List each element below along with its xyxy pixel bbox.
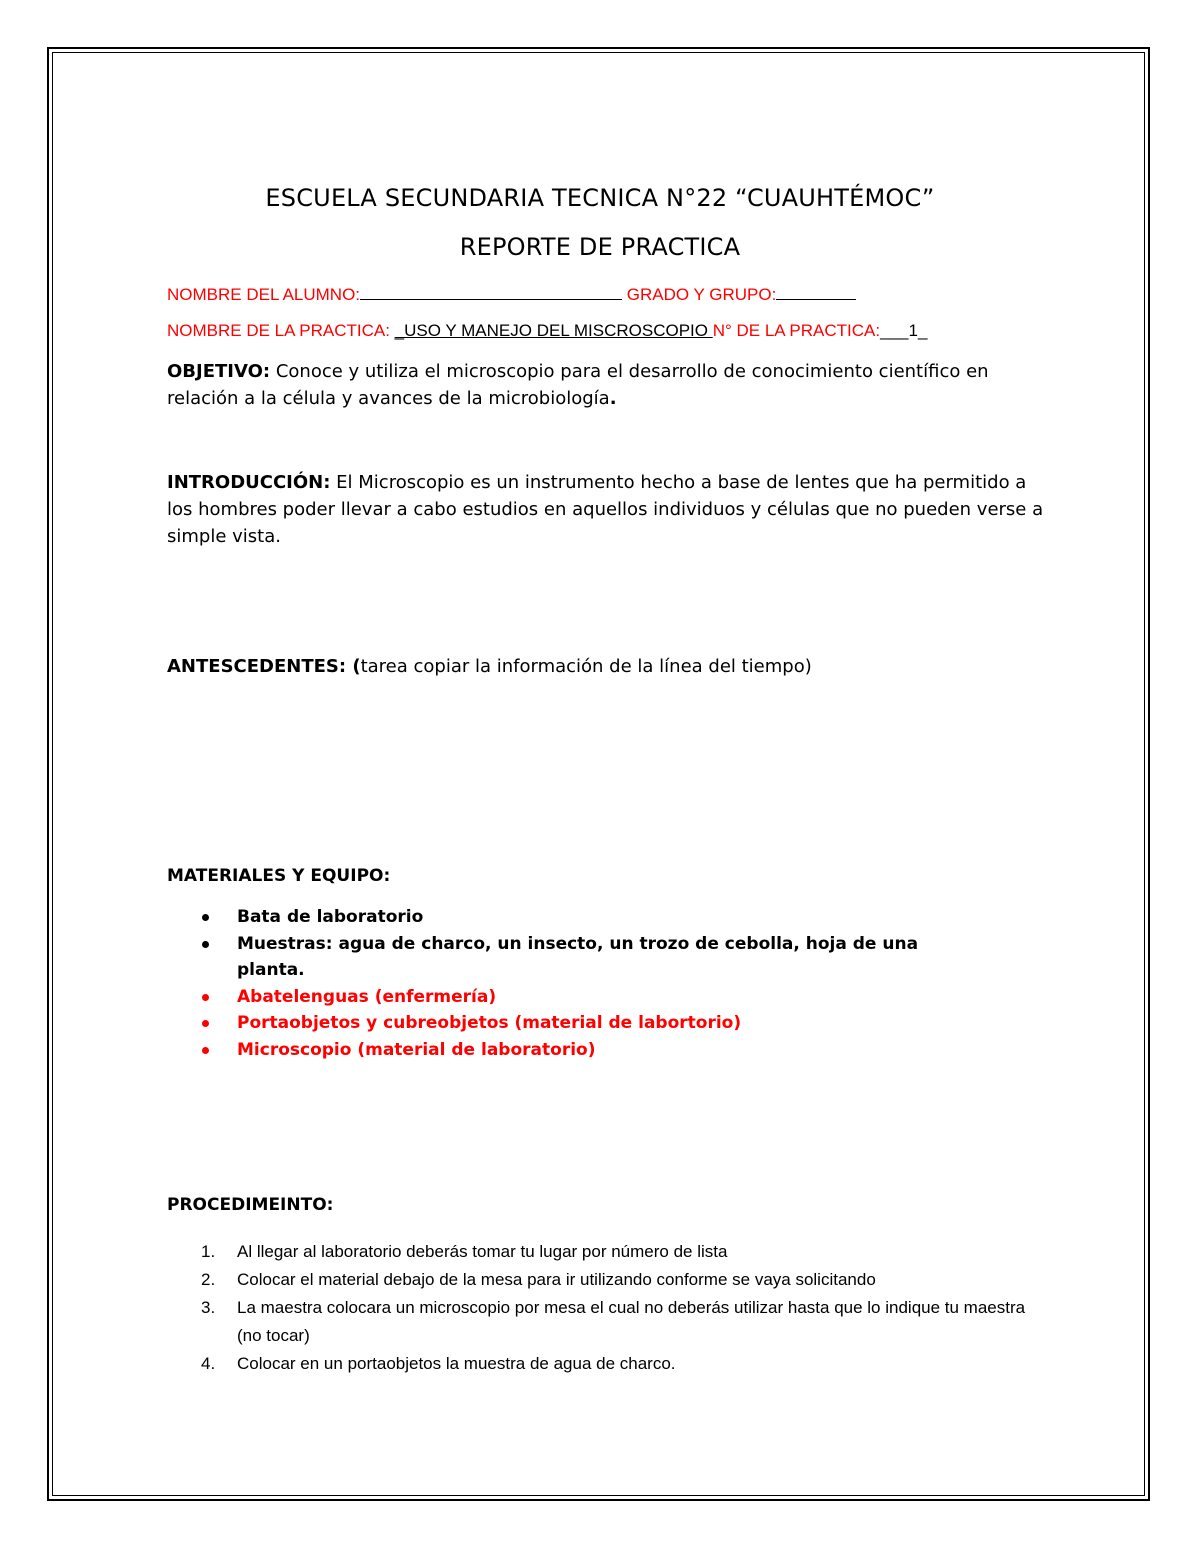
grade-group-label: GRADO Y GRUPO: xyxy=(626,285,777,304)
materiales-heading: MATERIALES Y EQUIPO: xyxy=(167,866,391,886)
introduccion-text: El Microscopio es un instrumento hecho a base de lentes que ha permitido a los hombres poder llevar a cabo estudios en aquellos individuos y células que no pueden verse a simple vista. xyxy=(167,472,1044,547)
bullet-icon xyxy=(202,941,209,948)
list-item xyxy=(167,1294,1027,1350)
report-title: REPORTE DE PRACTICA xyxy=(459,233,741,261)
student-info-line xyxy=(167,285,856,305)
step-text: Colocar el material debajo de la mesa para ir utilizando conforme se vaya solicitando xyxy=(237,1270,876,1289)
bullet-icon xyxy=(202,914,209,921)
list-item xyxy=(167,904,987,931)
student-name-label: NOMBRE DEL ALUMNO: xyxy=(167,285,361,304)
list-item xyxy=(167,1010,987,1037)
practice-info-line xyxy=(167,321,927,341)
step-number: 3. xyxy=(201,1298,216,1317)
list-item xyxy=(167,1037,987,1064)
list-item xyxy=(167,1266,1027,1294)
introduccion-section xyxy=(167,469,1047,550)
list-item xyxy=(167,931,987,984)
introduccion-label: INTRODUCCIÓN: xyxy=(167,472,331,493)
materiales-list xyxy=(167,904,987,1063)
step-number: 4. xyxy=(201,1354,216,1373)
antecedentes-section xyxy=(167,653,1047,680)
procedimiento-list xyxy=(167,1238,1027,1378)
list-item-text: Muestras: agua de charco, un insecto, un trozo de cebolla, hoja de una planta. xyxy=(237,933,919,980)
practice-number-value: ___1_ xyxy=(880,321,928,340)
objetivo-text: Conoce y utiliza el microscopio para el desarrollo de conocimiento científico en relación a la célula y avances de la microbiología xyxy=(167,361,989,409)
procedimiento-heading: PROCEDIMEINTO: xyxy=(167,1195,334,1215)
student-name-blank[interactable] xyxy=(360,285,622,300)
objetivo-section xyxy=(167,358,1047,412)
grade-group-blank[interactable] xyxy=(776,285,856,300)
antecedentes-label: ANTESCEDENTES: ( xyxy=(167,656,361,677)
practice-number-label: N° DE LA PRACTICA: xyxy=(712,321,881,340)
step-number: 2. xyxy=(201,1270,216,1289)
step-number: 1. xyxy=(201,1242,216,1261)
list-item xyxy=(167,984,987,1011)
step-text: Colocar en un portaobjetos la muestra de agua de charco. xyxy=(237,1354,676,1373)
step-text: La maestra colocara un microscopio por mesa el cual no deberás utilizar hasta que lo indique tu maestra (no tocar) xyxy=(237,1298,1026,1345)
list-item-text: Bata de laboratorio xyxy=(237,907,424,927)
list-item-text: Abatelenguas (enfermería) xyxy=(237,986,497,1007)
objetivo-label: OBJETIVO: xyxy=(167,361,271,382)
bullet-icon xyxy=(202,1020,209,1027)
school-name: ESCUELA SECUNDARIA TECNICA N°22 “CUAUHTÉMOC” xyxy=(265,184,935,212)
list-item-text: Portaobjetos y cubreobjetos (material de labortorio) xyxy=(237,1013,742,1033)
antecedentes-text: tarea copiar la información de la línea del tiempo) xyxy=(360,656,812,677)
objetivo-end: . xyxy=(609,388,617,409)
list-item xyxy=(167,1350,1027,1378)
list-item xyxy=(167,1238,1027,1266)
practice-name-label: NOMBRE DE LA PRACTICA: xyxy=(167,321,390,340)
bullet-icon xyxy=(202,1047,209,1054)
practice-name-value: _USO Y MANEJO DEL MISCROSCOPIO xyxy=(394,321,713,340)
step-text: Al llegar al laboratorio deberás tomar tu lugar por número de lista xyxy=(237,1242,728,1261)
bullet-icon xyxy=(202,994,209,1001)
list-item-text: Microscopio (material de laboratorio) xyxy=(237,1039,596,1060)
